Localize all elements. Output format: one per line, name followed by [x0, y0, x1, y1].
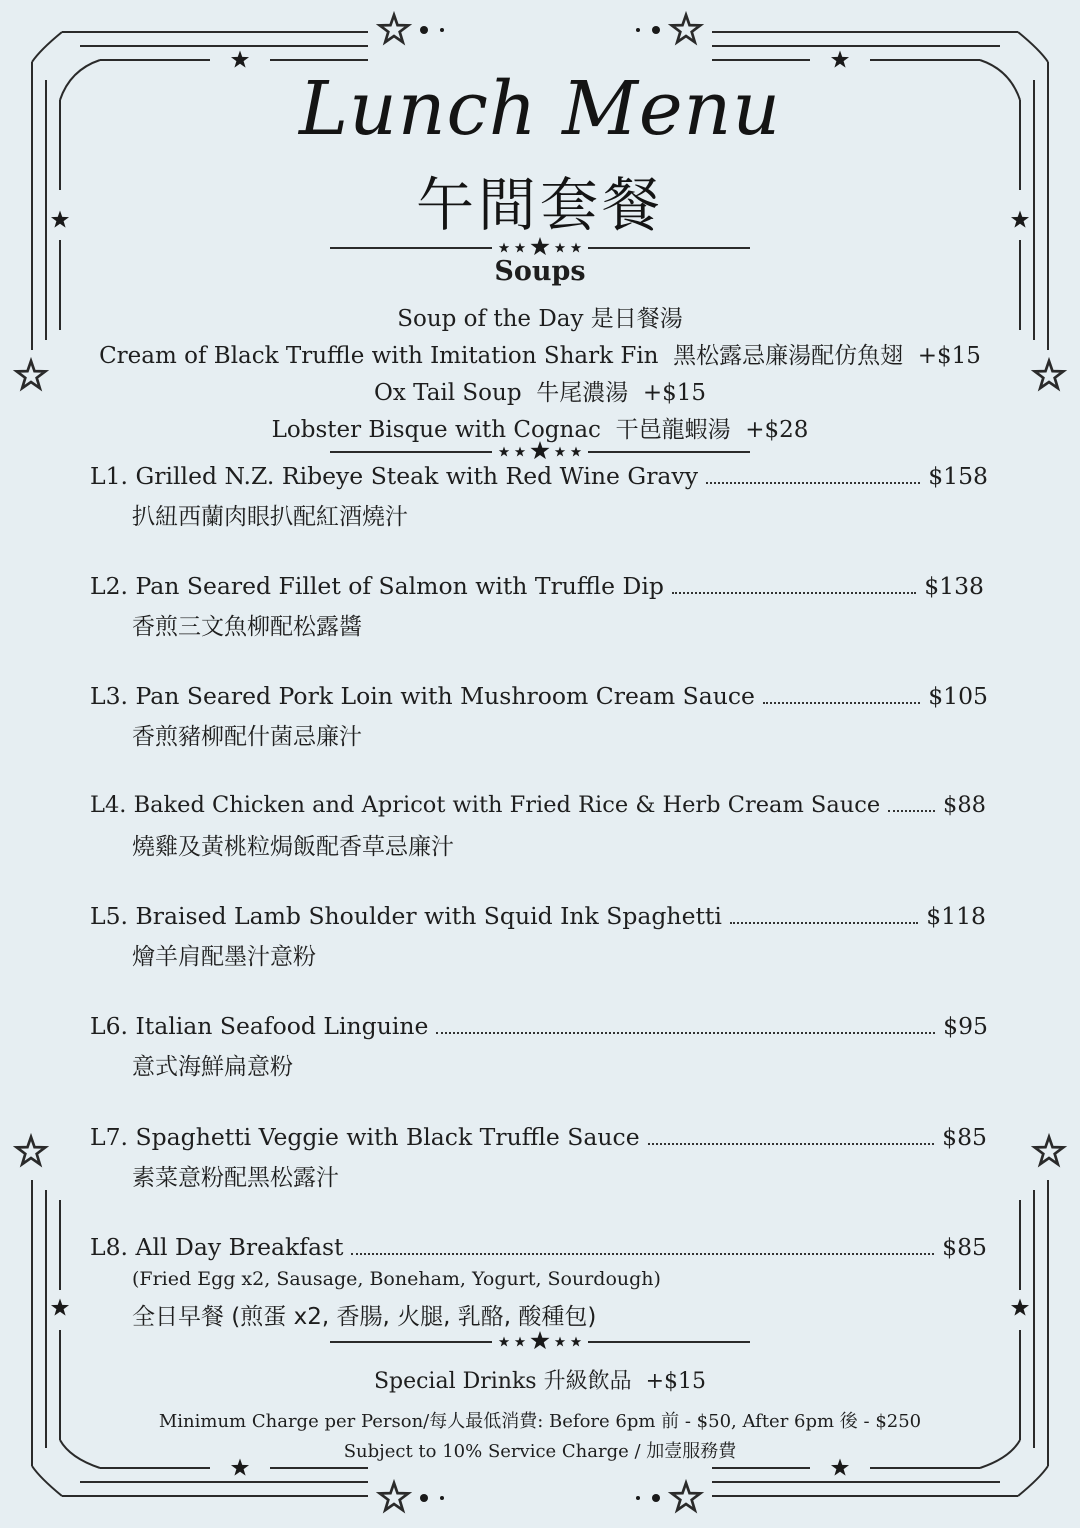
soup-price: +$15 — [642, 380, 706, 406]
item-name-chinese: 全日早餐 (煎蛋 x2, 香腸, 火腿, 乳酪, 酸種包) — [132, 1304, 597, 1330]
service-charge-note: Subject to 10% Service Charge / 加壹服務費 — [343, 1441, 737, 1462]
soup-name: Cream of Black Truffle with Imitation Shark Fin — [99, 343, 659, 369]
soup-name-chinese: 是日餐湯 — [590, 306, 683, 332]
special-drinks — [0, 1364, 1080, 1395]
item-code: L2. — [90, 572, 129, 600]
item-code: L8. — [90, 1233, 129, 1261]
item-name-chinese: 燒雞及黃桃粒焗飯配香草忌廉汁 — [132, 834, 454, 860]
soup-price: +$28 — [745, 417, 809, 443]
dot-leader — [436, 1032, 935, 1034]
item-name-chinese: 燴羊肩配墨汁意粉 — [132, 944, 316, 970]
soup-name: Soup of the Day — [397, 306, 584, 332]
item-description: (Fried Egg x2, Sausage, Boneham, Yogurt, Sourdough) — [132, 1268, 661, 1290]
soup-name: Lobster Bisque with Cognac — [271, 417, 601, 443]
item-name-chinese: 香煎三文魚柳配松露醬 — [132, 614, 362, 640]
menu-item-l1 — [90, 462, 988, 490]
menu-item-l7 — [90, 1123, 987, 1151]
item-price: $85 — [942, 1123, 987, 1151]
item-price: $85 — [942, 1233, 987, 1261]
menu-item-l3 — [90, 682, 988, 710]
item-name: Pan Seared Fillet of Salmon with Truffle Dip — [135, 572, 664, 600]
dot-leader — [648, 1143, 935, 1145]
item-price: $95 — [943, 1012, 988, 1040]
soups-heading: Soups — [494, 256, 586, 287]
soup-name-chinese: 牛尾濃湯 — [536, 380, 629, 406]
soup-name-chinese: 干邑龍蝦湯 — [615, 417, 731, 443]
item-name: Baked Chicken and Apricot with Fried Rice & Herb Cream Sauce — [133, 792, 881, 818]
menu-item-l6 — [90, 1012, 988, 1040]
item-code: L5. — [90, 902, 129, 930]
item-price: $158 — [928, 462, 988, 490]
dot-leader — [351, 1253, 934, 1255]
drinks-price: +$15 — [645, 1369, 707, 1394]
soup-item — [0, 374, 1080, 407]
item-code: L4. — [90, 792, 127, 818]
item-name-chinese: 香煎豬柳配什菌忌廉汁 — [132, 724, 362, 750]
soup-item — [0, 300, 1080, 333]
menu-title: Lunch Menu — [299, 66, 781, 152]
minimum-charge-note: Minimum Charge per Person/每人最低消費: Before 6pm 前 - $50, After 6pm 後 - $250 — [158, 1411, 922, 1432]
item-name-chinese: 意式海鮮扁意粉 — [132, 1054, 293, 1080]
menu-item-l2 — [90, 572, 984, 600]
item-name: Pan Seared Pork Loin with Mushroom Cream Sauce — [135, 682, 755, 710]
drinks-label-chinese: 升級飲品 — [543, 1369, 632, 1394]
item-code: L6. — [90, 1012, 129, 1040]
item-name: Spaghetti Veggie with Black Truffle Sauce — [135, 1123, 640, 1151]
dot-leader — [672, 592, 916, 594]
item-price: $88 — [943, 792, 986, 818]
item-name: Grilled N.Z. Ribeye Steak with Red Wine Gravy — [135, 462, 698, 490]
item-name-chinese: 素菜意粉配黑松露汁 — [132, 1165, 339, 1191]
item-code: L3. — [90, 682, 129, 710]
menu-item-l8 — [90, 1233, 987, 1261]
item-name: All Day Breakfast — [135, 1233, 344, 1261]
item-price: $105 — [928, 682, 988, 710]
soup-name: Ox Tail Soup — [374, 380, 522, 406]
menu-title-chinese: 午間套餐 — [415, 171, 664, 239]
soup-item — [0, 411, 1080, 444]
soup-price: +$15 — [917, 343, 981, 369]
menu-item-l5 — [90, 902, 986, 930]
item-price: $138 — [924, 572, 984, 600]
dot-leader — [730, 922, 918, 924]
item-name: Italian Seafood Linguine — [135, 1012, 429, 1040]
item-code: L1. — [90, 462, 129, 490]
menu-item-l4 — [90, 792, 986, 818]
dot-leader — [763, 702, 920, 704]
dot-leader — [888, 810, 935, 812]
drinks-label: Special Drinks — [373, 1369, 537, 1394]
item-name: Braised Lamb Shoulder with Squid Ink Spaghetti — [135, 902, 722, 930]
item-code: L7. — [90, 1123, 129, 1151]
soup-name-chinese: 黑松露忌廉湯配仿魚翅 — [673, 343, 904, 369]
item-price: $118 — [926, 902, 986, 930]
item-name-chinese: 扒紐西蘭肉眼扒配紅酒燒汁 — [132, 504, 408, 530]
dot-leader — [706, 482, 920, 484]
soup-item — [0, 337, 1080, 370]
